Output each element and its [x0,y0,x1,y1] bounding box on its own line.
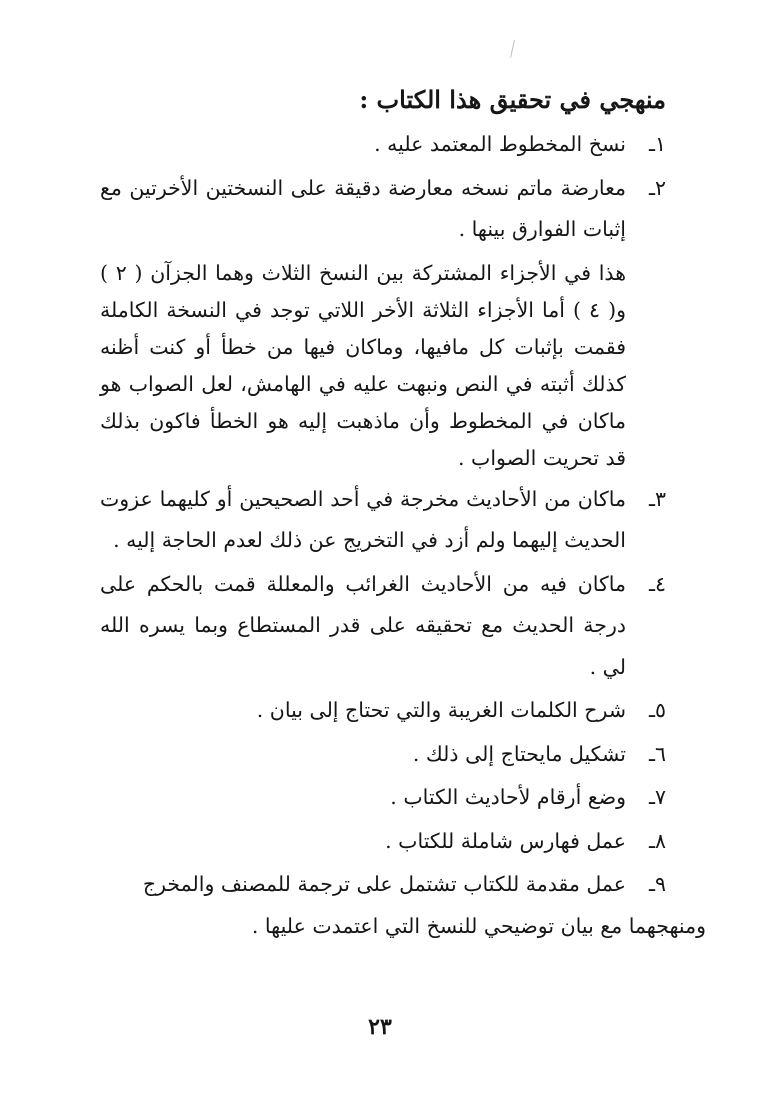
explanatory-paragraph: هذا في الأجزاء المشتركة بين النسخ الثلاث وهما الجزآن ( ٢ ) و( ٤ ) أما الأجزاء الثلاثة الأخر اللاتي توجد في النسخة الكاملة فقمت بإثبات كل مافيها، وماكان فيها من خطأ أو كنت أظنه كذلك أثبته في النص ونبهت عليه في الهامش، لعل الصواب هو ماكان في المخطوط وأن ماذهبت إليه هو الخطأ فاكون بذلك قد تحريت الصواب . [100,260,627,470]
item-number: ٨ـ [648,828,666,853]
item-text-continuation: ومنهجهما مع بيان توضيحي للنسخ التي اعتمدت عليها . [251,913,706,938]
list-item-6 [100,734,666,776]
item-text: عمل فهارس شاملة للكتاب . [385,828,626,853]
item-number: ١ـ [648,132,666,156]
list-item-9 [100,864,706,947]
list-item-8 [100,821,666,863]
list-item-7 [100,777,666,819]
item-text: تشكيل مايحتاج إلى ذلك . [412,741,626,766]
item-text: شرح الكلمات الغريبة والتي تحتاج إلى بيان . [256,698,626,722]
list-item-3 [100,479,666,562]
item-text: ماكان فيه من الأحاديث الغرائب والمعللة قمت بالحكم على درجة الحديث مع تحقيقه على قدر المستطاع وبما يسره الله لي . [100,571,626,679]
page-number: ٢٣ [368,1014,392,1040]
item-number: ٩ـ [648,872,666,896]
list-item-5 [100,690,666,732]
section-heading: منهجي في تحقيق هذا الكتاب : [359,85,666,114]
list-item-2 [100,168,666,251]
item-text: معارضة ماتم نسخه معارضة دقيقة على النسختين الأخرتين مع إثبات الفوارق بينها . [100,175,626,241]
list-item-4 [100,564,666,689]
item-number: ٥ـ [648,698,666,722]
list-item-1 [100,124,666,166]
item-text: ماكان من الأحاديث مخرجة في أحد الصحيحين أو كليهما عزوت الحديث إليهما ولم أزد في التخريج عن ذلك لعدم الحاجة إليه . [100,486,626,552]
stray-mark [510,40,517,58]
item-number: ٧ـ [648,785,666,809]
item-number: ٤ـ [648,571,666,596]
item-number: ٢ـ [648,175,666,200]
item-text: نسخ المخطوط المعتمد عليه . [374,132,626,156]
body-text [100,124,706,947]
item-text: وضع أرقام لأحاديث الكتاب . [390,785,626,809]
item-number: ٣ـ [648,486,666,511]
item-number: ٦ـ [648,741,666,766]
item-text: عمل مقدمة للكتاب تشتمل على ترجمة للمصنف والمخرج [142,872,626,896]
